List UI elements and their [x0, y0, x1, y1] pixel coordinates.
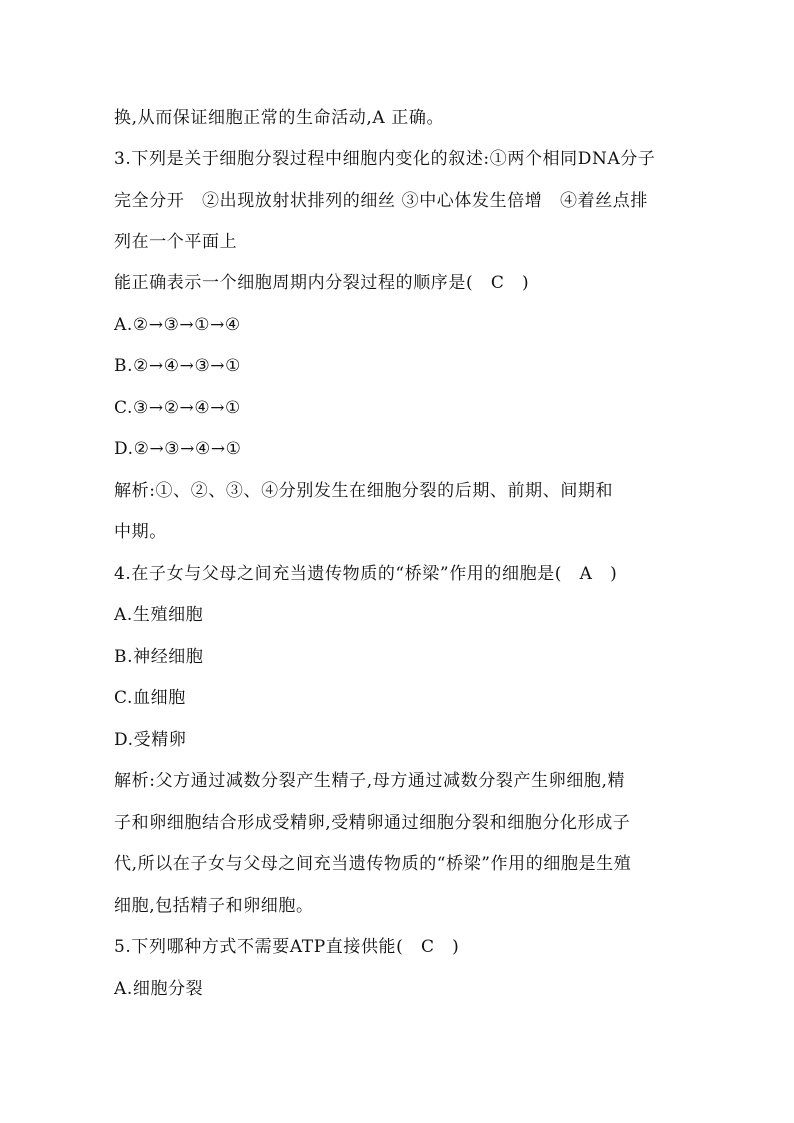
- question-4-option-d: D.受精卵: [114, 730, 187, 750]
- question-4-option-c: C.血细胞: [114, 688, 186, 708]
- question-5-stem: 5.下列哪种方式不需要ATP直接供能( C ): [114, 937, 460, 957]
- question-3-stem: 完全分开 ②出现放射状排列的细丝 ③中心体发生倍增 ④着丝点排: [114, 191, 649, 211]
- question-3-prompt: 能正确表示一个细胞周期内分裂过程的顺序是( C ): [114, 273, 530, 293]
- question-3-option-d: D.②→③→④→①: [114, 439, 242, 459]
- text-line: 换,从而保证细胞正常的生命活动,A 正确。: [114, 108, 445, 128]
- question-3-explanation: 中期。: [114, 522, 167, 542]
- question-4-explanation: 解析:父方通过减数分裂产生精子,母方通过减数分裂产生卵细胞,精: [114, 771, 626, 791]
- question-3-option-a: A.②→③→①→④: [114, 315, 241, 335]
- question-4-option-a: A.生殖细胞: [114, 605, 204, 625]
- question-4-explanation: 代,所以在子女与父母之间充当遗传物质的“桥梁”作用的细胞是生殖: [114, 854, 632, 874]
- question-3-option-b: B.②→④→③→①: [114, 356, 241, 376]
- question-4-option-b: B.神经细胞: [114, 647, 204, 667]
- question-3-stem: 列在一个平面上: [114, 232, 238, 252]
- question-4-explanation: 子和卵细胞结合形成受精卵,受精卵通过细胞分裂和细胞分化形成子: [114, 813, 631, 833]
- question-5-option-a: A.细胞分裂: [114, 979, 204, 999]
- question-3-stem: 3.下列是关于细胞分裂过程中细胞内变化的叙述:①两个相同DNA分子: [114, 149, 656, 169]
- question-3-explanation: 解析:①、②、③、④分别发生在细胞分裂的后期、前期、间期和: [114, 481, 614, 501]
- question-3-option-c: C.③→②→④→①: [114, 398, 241, 418]
- question-4-explanation: 细胞,包括精子和卵细胞。: [114, 896, 314, 916]
- question-4-stem: 4.在子女与父母之间充当遗传物质的“桥梁”作用的细胞是( A ): [114, 564, 618, 584]
